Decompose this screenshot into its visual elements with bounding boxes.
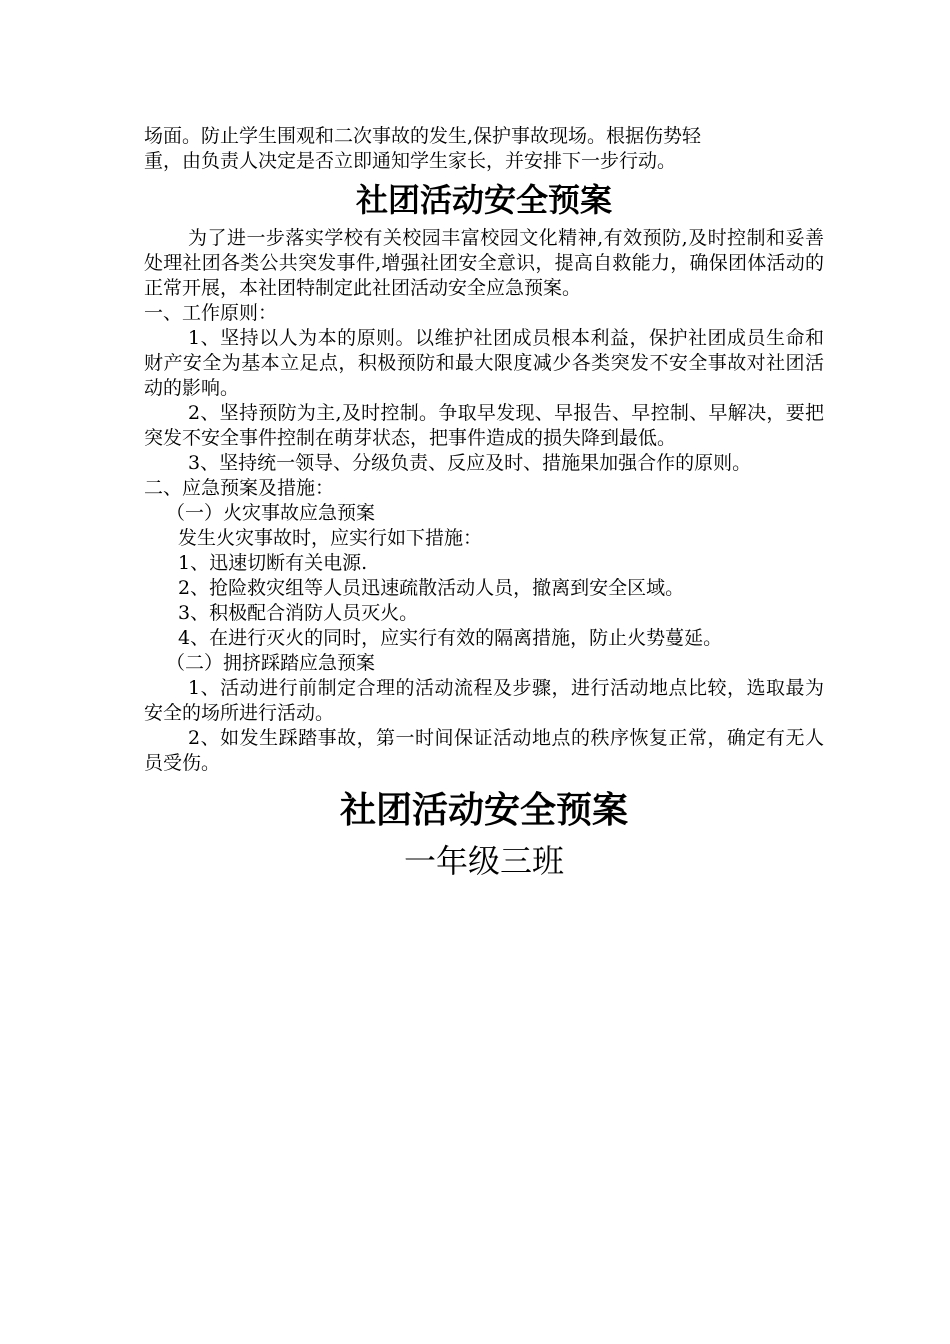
crowd-item-1: 1、活动进行前制定合理的活动流程及步骤，进行活动地点比较，选取最为安全的场所进行活动。 bbox=[144, 677, 824, 724]
fire-step-2: 2、抢险救灾组等人员迅速疏散活动人员，撤离到安全区域。 bbox=[178, 577, 685, 599]
document-page bbox=[144, 124, 824, 886]
section-1-heading: 一、工作原则： bbox=[144, 302, 278, 324]
principle-item-2: 2、坚持预防为主,及时控制。争取早发现、早报告、早控制、早解决，要把突发不安全事件控制在萌芽状态，把事件造成的损失降到最低。 bbox=[144, 402, 824, 449]
crowd-plan-heading: （二）拥挤踩踏应急预案 bbox=[166, 652, 376, 674]
principle-item-1: 1、坚持以人为本的原则。以维护社团成员根本利益，保护社团成员生命和财产安全为基本立足点，积极预防和最大限度减少各类突发不安全事故对社团活动的影响。 bbox=[144, 327, 824, 399]
document-title: 社团活动安全预案 bbox=[355, 181, 612, 219]
fire-step-4: 4、在进行灭火的同时，应实行有效的隔离措施，防止火势蔓延。 bbox=[178, 627, 723, 649]
principle-item-3: 3、坚持统一领导、分级负责、反应及时、措施果加强合作的原则。 bbox=[188, 452, 752, 474]
intro-line-2: 重，由负责人决定是否立即通知学生家长，并安排下一步行动。 bbox=[144, 150, 677, 172]
crowd-item-2: 2、如发生踩踏事故，第一时间保证活动地点的秩序恢复正常，确定有无人员受伤。 bbox=[144, 727, 824, 774]
fire-plan-intro: 发生火灾事故时，应实行如下措施： bbox=[178, 527, 483, 549]
class-name: 一年级三班 bbox=[403, 842, 564, 880]
fire-step-1: 1、迅速切断有关电源. bbox=[178, 552, 368, 574]
intro-line-1: 场面。防止学生围观和二次事故的发生,保护事故现场。根据伤势轻 bbox=[144, 125, 702, 147]
fire-step-3: 3、积极配合消防人员灭火。 bbox=[178, 602, 419, 624]
section-2-heading: 二、应急预案及措施： bbox=[144, 477, 335, 499]
fire-plan-heading: （一）火灾事故应急预案 bbox=[166, 502, 376, 524]
preface-paragraph: 为了进一步落实学校有关校园丰富校园文化精神,有效预防,及时控制和妥善处理社团各类公共突发事件,增强社团安全意识，提高自救能力，确保团体活动的正常开展，本社团特制定此社团活动安全应急预案。 bbox=[144, 227, 824, 299]
cover-title: 社团活动安全预案 bbox=[339, 790, 628, 831]
